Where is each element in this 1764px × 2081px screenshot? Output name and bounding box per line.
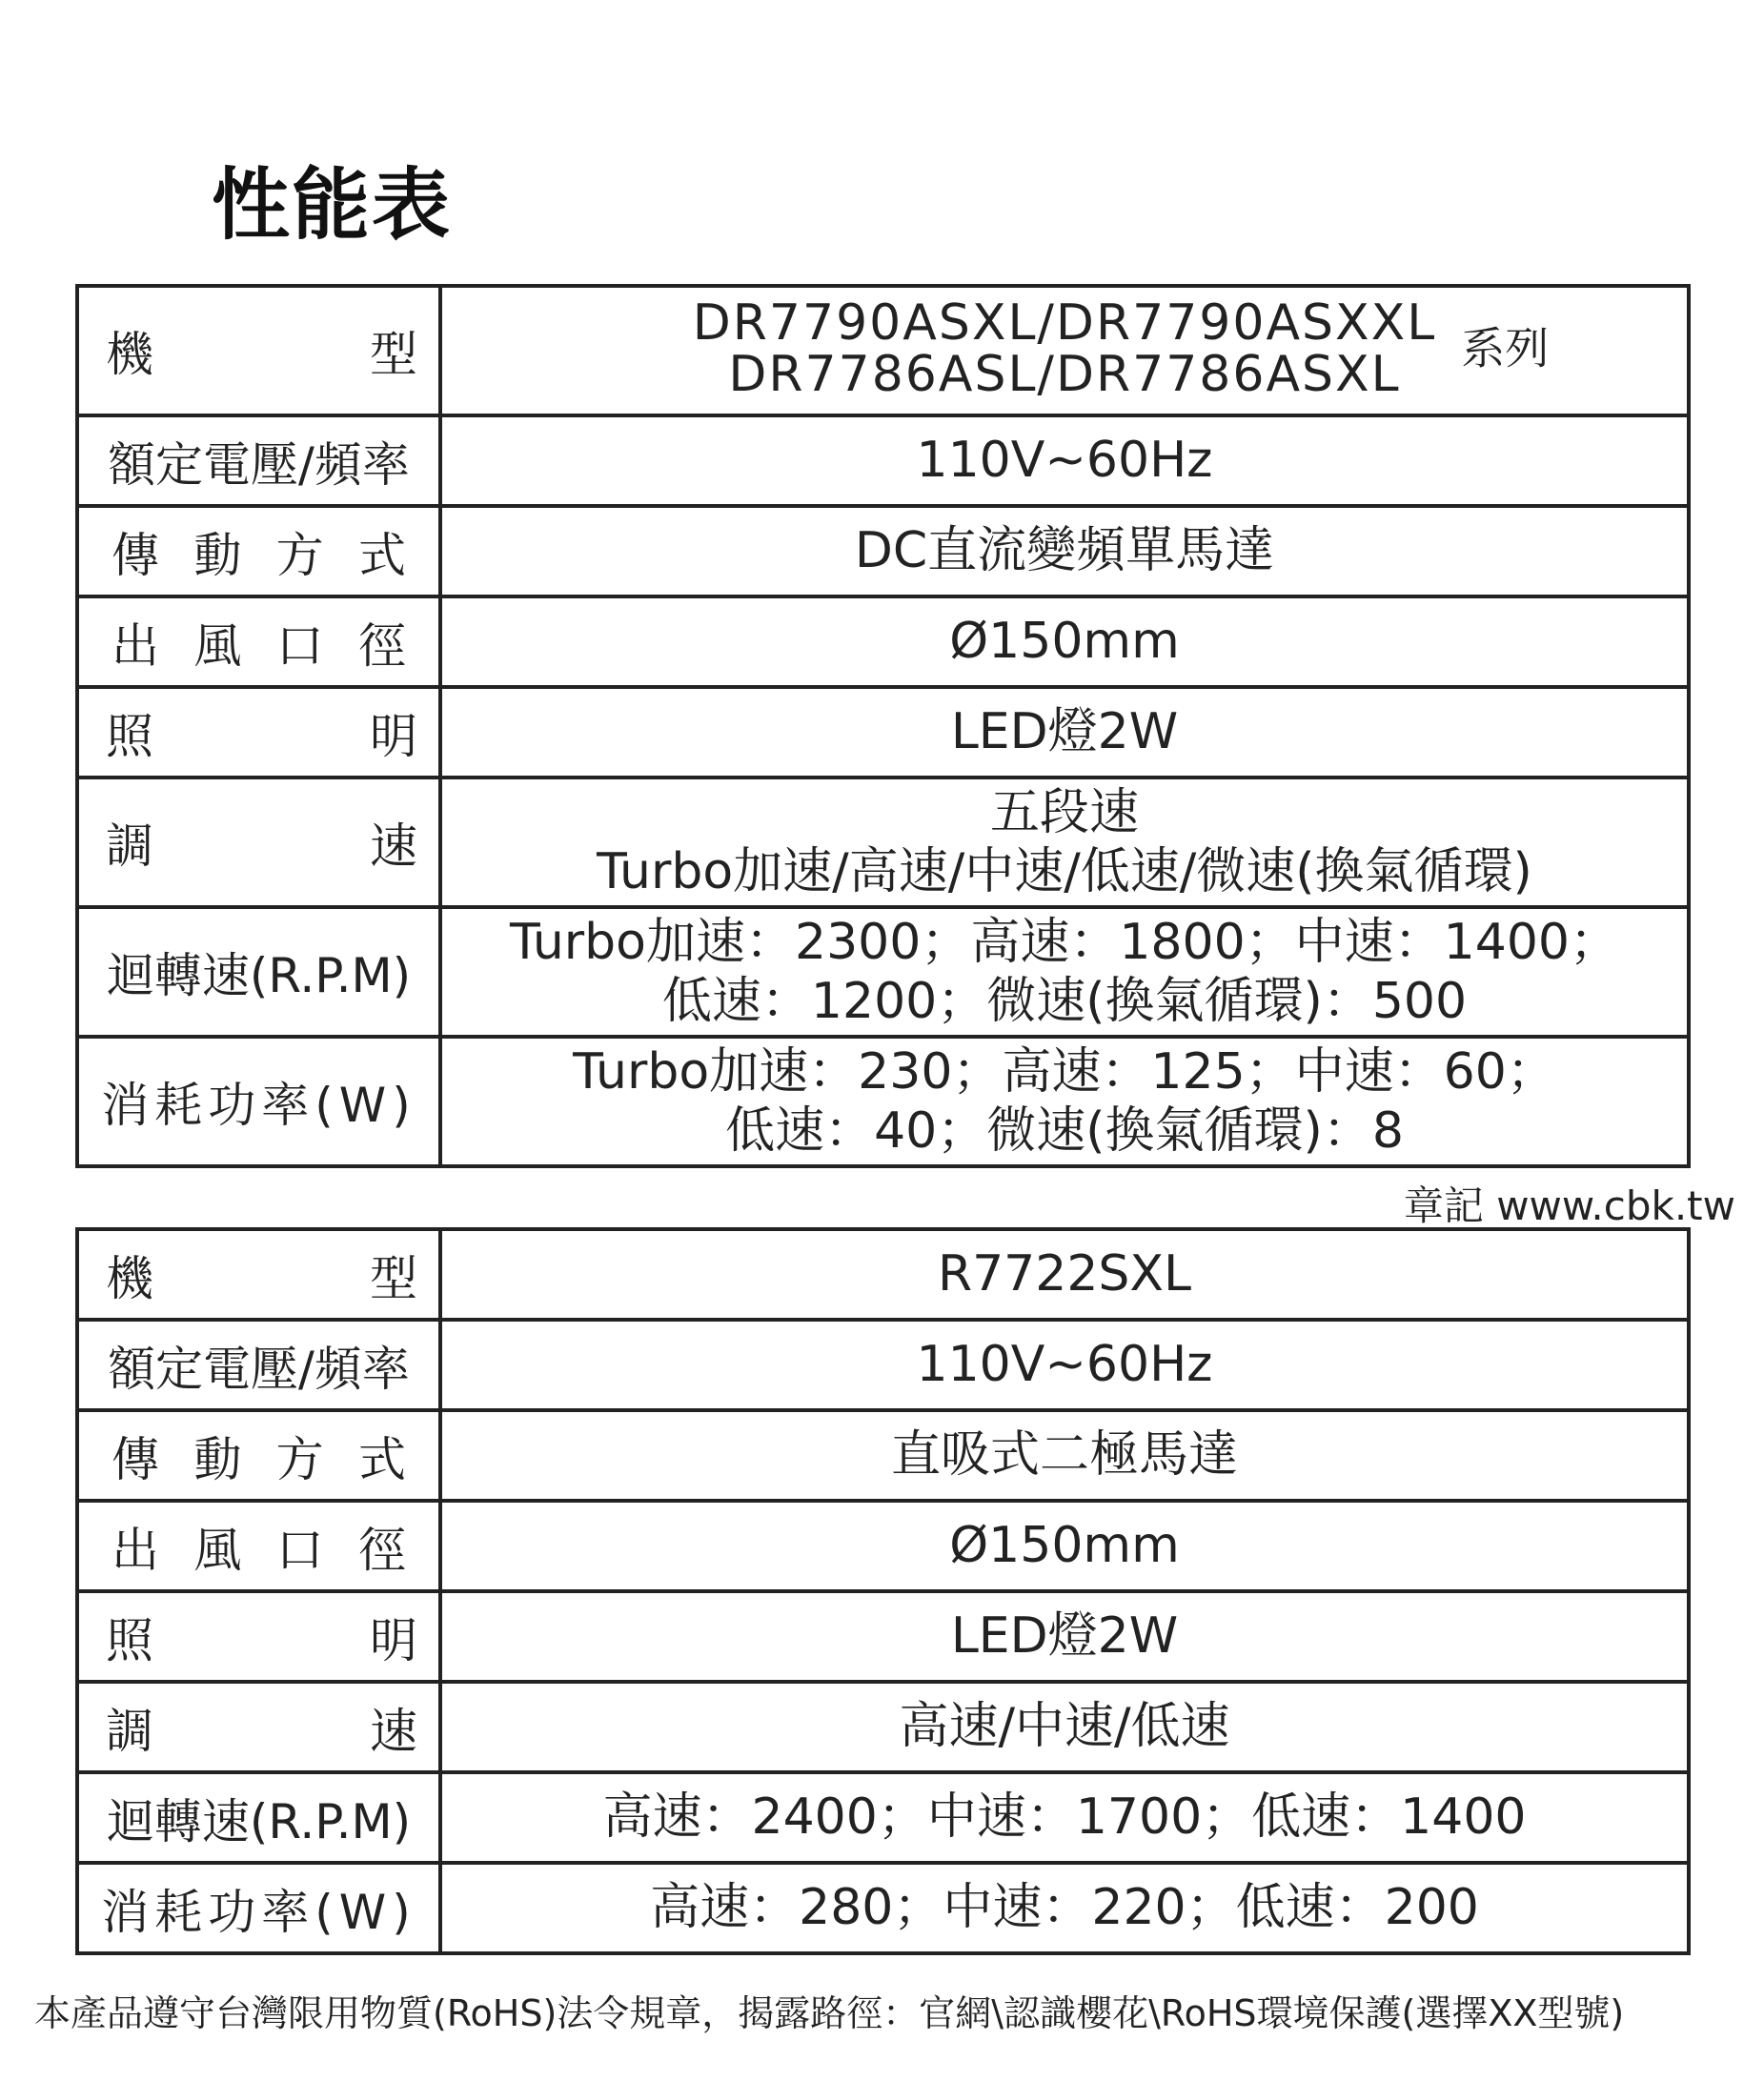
outlet-label: 出 風 口 徑 [77, 596, 440, 687]
table-row [77, 1682, 1689, 1772]
model-label: 機 型 [77, 286, 440, 415]
table-row [77, 415, 1689, 506]
speed-value [440, 778, 1689, 907]
table-row [77, 907, 1689, 1037]
spec-table-1 [75, 284, 1691, 1168]
power-value [440, 1037, 1689, 1166]
table-row [77, 1320, 1689, 1410]
power-line-1: Turbo加速：230；高速：125；中速：60； [573, 1042, 1556, 1101]
table-row [77, 506, 1689, 596]
speed-label: 調 速 [77, 1682, 440, 1772]
table-row [77, 1863, 1689, 1953]
model-value [440, 286, 1689, 415]
rpm-value [440, 907, 1689, 1037]
outlet-value: Ø150mm [440, 596, 1689, 687]
table-row [77, 596, 1689, 687]
model-label: 機 型 [77, 1229, 440, 1320]
light-label: 照 明 [77, 1591, 440, 1682]
page-title: 性能表 [212, 160, 453, 251]
spec-table-2 [75, 1227, 1691, 1955]
drive-label: 傳 動 方 式 [77, 506, 440, 596]
speed-line-2: Turbo加速/高速/中速/低速/微速(換氣循環) [597, 843, 1532, 900]
speed-value: 高速/中速/低速 [440, 1682, 1689, 1772]
rpm-line-1: Turbo加速：2300；高速：1800；中速：1400； [509, 913, 1620, 971]
outlet-value: Ø150mm [440, 1501, 1689, 1591]
power-label: 消耗功率(W) [77, 1037, 440, 1166]
voltage-label: 額定電壓/頻率 [77, 1320, 440, 1410]
table-row [77, 1037, 1689, 1166]
table-row [77, 286, 1689, 415]
table-row [77, 1772, 1689, 1863]
table-row [77, 1410, 1689, 1501]
speed-label: 調 速 [77, 778, 440, 907]
drive-label: 傳 動 方 式 [77, 1410, 440, 1501]
watermark: 章記 www.cbk.tw [1403, 1182, 1735, 1229]
voltage-label: 額定電壓/頻率 [77, 415, 440, 506]
voltage-value: 110V~60Hz [440, 1320, 1689, 1410]
light-value: LED燈2W [440, 1591, 1689, 1682]
drive-value: DC直流變頻單馬達 [440, 506, 1689, 596]
table-row [77, 1501, 1689, 1591]
drive-value: 直吸式二極馬達 [440, 1410, 1689, 1501]
model-line-1: DR7790ASXL/DR7790ASXXL [692, 293, 1437, 352]
model-series-suffix: 系列 [1461, 322, 1550, 374]
table-row [77, 1229, 1689, 1320]
table-row [77, 1591, 1689, 1682]
voltage-value: 110V~60Hz [440, 415, 1689, 506]
table-row [77, 778, 1689, 907]
power-line-2: 低速：40；微速(換氣循環)：8 [725, 1102, 1404, 1160]
rpm-label: 迴轉速(R.P.M) [77, 907, 440, 1037]
rohs-footnote: 本產品遵守台灣限用物質(RoHS)法令規章，揭露路徑：官網\認識櫻花\RoHS環境保護(選擇XX型號) [34, 1992, 1625, 2034]
power-label: 消耗功率(W) [77, 1863, 440, 1953]
rpm-label: 迴轉速(R.P.M) [77, 1772, 440, 1863]
model-value: R7722SXL [440, 1229, 1689, 1320]
rpm-line-2: 低速：1200；微速(換氣循環)：500 [661, 973, 1468, 1030]
light-label: 照 明 [77, 687, 440, 778]
model-line-2: DR7786ASL/DR7786ASXL [728, 346, 1401, 404]
light-value: LED燈2W [440, 687, 1689, 778]
power-value: 高速：280；中速：220；低速：200 [440, 1863, 1689, 1953]
rpm-value: 高速：2400；中速：1700；低速：1400 [440, 1772, 1689, 1863]
speed-line-1: 五段速 [989, 783, 1139, 841]
table-row [77, 687, 1689, 778]
outlet-label: 出 風 口 徑 [77, 1501, 440, 1591]
